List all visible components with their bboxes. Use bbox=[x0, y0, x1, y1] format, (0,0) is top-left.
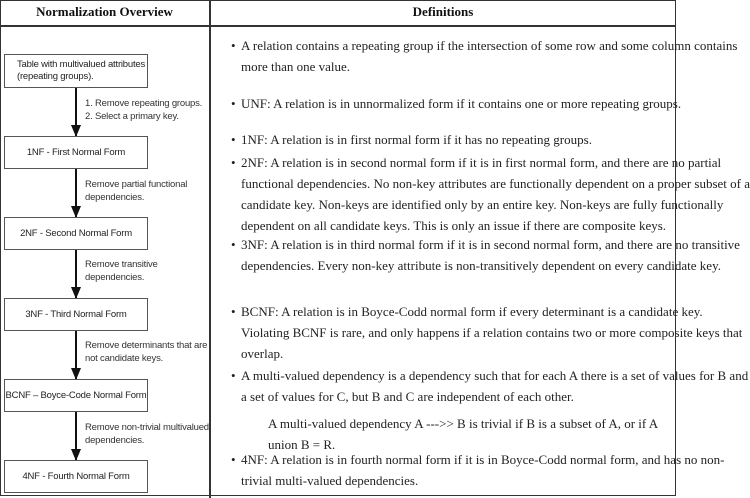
definition-line: functional dependencies. No non-key attributes are functionally dependent on a proper subset of a bbox=[241, 176, 750, 191]
definitions-header: Definitions bbox=[412, 4, 474, 19]
definition-item bbox=[231, 35, 737, 77]
bullet-icon: • bbox=[231, 452, 236, 467]
column-divider bbox=[209, 0, 211, 498]
bullet-icon: • bbox=[231, 304, 236, 319]
definition-item bbox=[231, 152, 750, 236]
definition-line: more than one value. bbox=[241, 59, 351, 74]
header-divider bbox=[0, 25, 676, 27]
definition-line: dependent on all candidate keys. This is only an issue if there are composite keys. bbox=[241, 218, 667, 233]
box-4nf: 4NF - Fourth Normal Form bbox=[4, 460, 148, 493]
box-1nf: 1NF - First Normal Form bbox=[4, 136, 148, 169]
arrow-down-icon bbox=[75, 169, 77, 217]
step-1: 1. Remove repeating groups. 2. Select a primary key. bbox=[85, 98, 203, 122]
box-label: Table with multivalued attributes bbox=[17, 59, 146, 70]
definition-line: overlap. bbox=[241, 346, 284, 361]
step-2: Remove partial functional dependencies. bbox=[85, 179, 188, 203]
box-unnormalized-table bbox=[4, 54, 148, 88]
definition-item bbox=[231, 234, 740, 276]
bullet-icon: • bbox=[231, 368, 236, 383]
definition-line: 3NF: A relation is in third normal form if it is in second normal form, and there are no transitive bbox=[241, 237, 740, 252]
definition-line: A multi-valued dependency is a dependency such that for each A there is a set of values for B and bbox=[241, 368, 749, 383]
definition-line: candidate key. Non-keys are identified only by an entire key. Non-keys are fully functionally bbox=[241, 197, 724, 212]
bullet-icon: • bbox=[231, 132, 236, 147]
bullet-icon: • bbox=[231, 237, 236, 252]
definition-line: a set of values for C, but B and C are independent of each other. bbox=[241, 389, 574, 404]
bullet-icon: • bbox=[231, 38, 236, 53]
definition-line: 2NF: A relation is in second normal form if it is in first normal form, and there are no partial bbox=[241, 155, 722, 170]
definition-line: trivial multi-valued dependencies. bbox=[241, 473, 419, 488]
step-5: Remove non-trivial multivalued dependencies. bbox=[85, 422, 209, 446]
definition-item bbox=[231, 129, 592, 150]
definition-line: dependencies. Every non-key attribute is non-transitively dependent on every candidate key. bbox=[241, 258, 721, 273]
trivial-mvd-note: A multi-valued dependency A --->> B is trivial if B is a subset of A, or if A union B = R. bbox=[268, 416, 658, 452]
arrow-down-icon bbox=[75, 412, 77, 460]
box-label: (repeating groups). bbox=[17, 71, 94, 82]
step-3: Remove transitive dependencies. bbox=[85, 259, 158, 283]
box-2nf: 2NF - Second Normal Form bbox=[4, 217, 148, 250]
definition-line: BCNF: A relation is in Boyce-Codd normal form if every determinant is a candidate key. bbox=[241, 304, 703, 319]
definition-line: UNF: A relation is in unnormalized form if it contains one or more repeating groups. bbox=[241, 96, 682, 111]
definition-line: Violating BCNF is rare, and only happens if a relation contains two or more composite keys that bbox=[241, 325, 743, 340]
arrow-down-icon bbox=[75, 250, 77, 298]
overview-header: Normalization Overview bbox=[36, 4, 173, 19]
definition-line: 1NF: A relation is in first normal form if it has no repeating groups. bbox=[241, 132, 592, 147]
definition-line: 4NF: A relation is in fourth normal form if it is in Boyce-Codd normal form, and has no non- bbox=[241, 452, 725, 467]
box-bcnf: BCNF – Boyce-Code Normal Form bbox=[4, 379, 148, 412]
step-4: Remove determinants that are not candidate keys. bbox=[85, 340, 208, 364]
definition-item bbox=[231, 365, 748, 407]
bullet-icon: • bbox=[231, 155, 236, 170]
arrow-down-icon bbox=[75, 331, 77, 379]
definition-item bbox=[231, 301, 742, 364]
bullet-icon: • bbox=[231, 96, 236, 111]
definition-item bbox=[231, 449, 724, 491]
definition-item bbox=[231, 93, 681, 114]
arrow-down-icon bbox=[75, 88, 77, 136]
box-3nf: 3NF - Third Normal Form bbox=[4, 298, 148, 331]
definition-line: A relation contains a repeating group if the intersection of some row and some column contains bbox=[241, 38, 738, 53]
